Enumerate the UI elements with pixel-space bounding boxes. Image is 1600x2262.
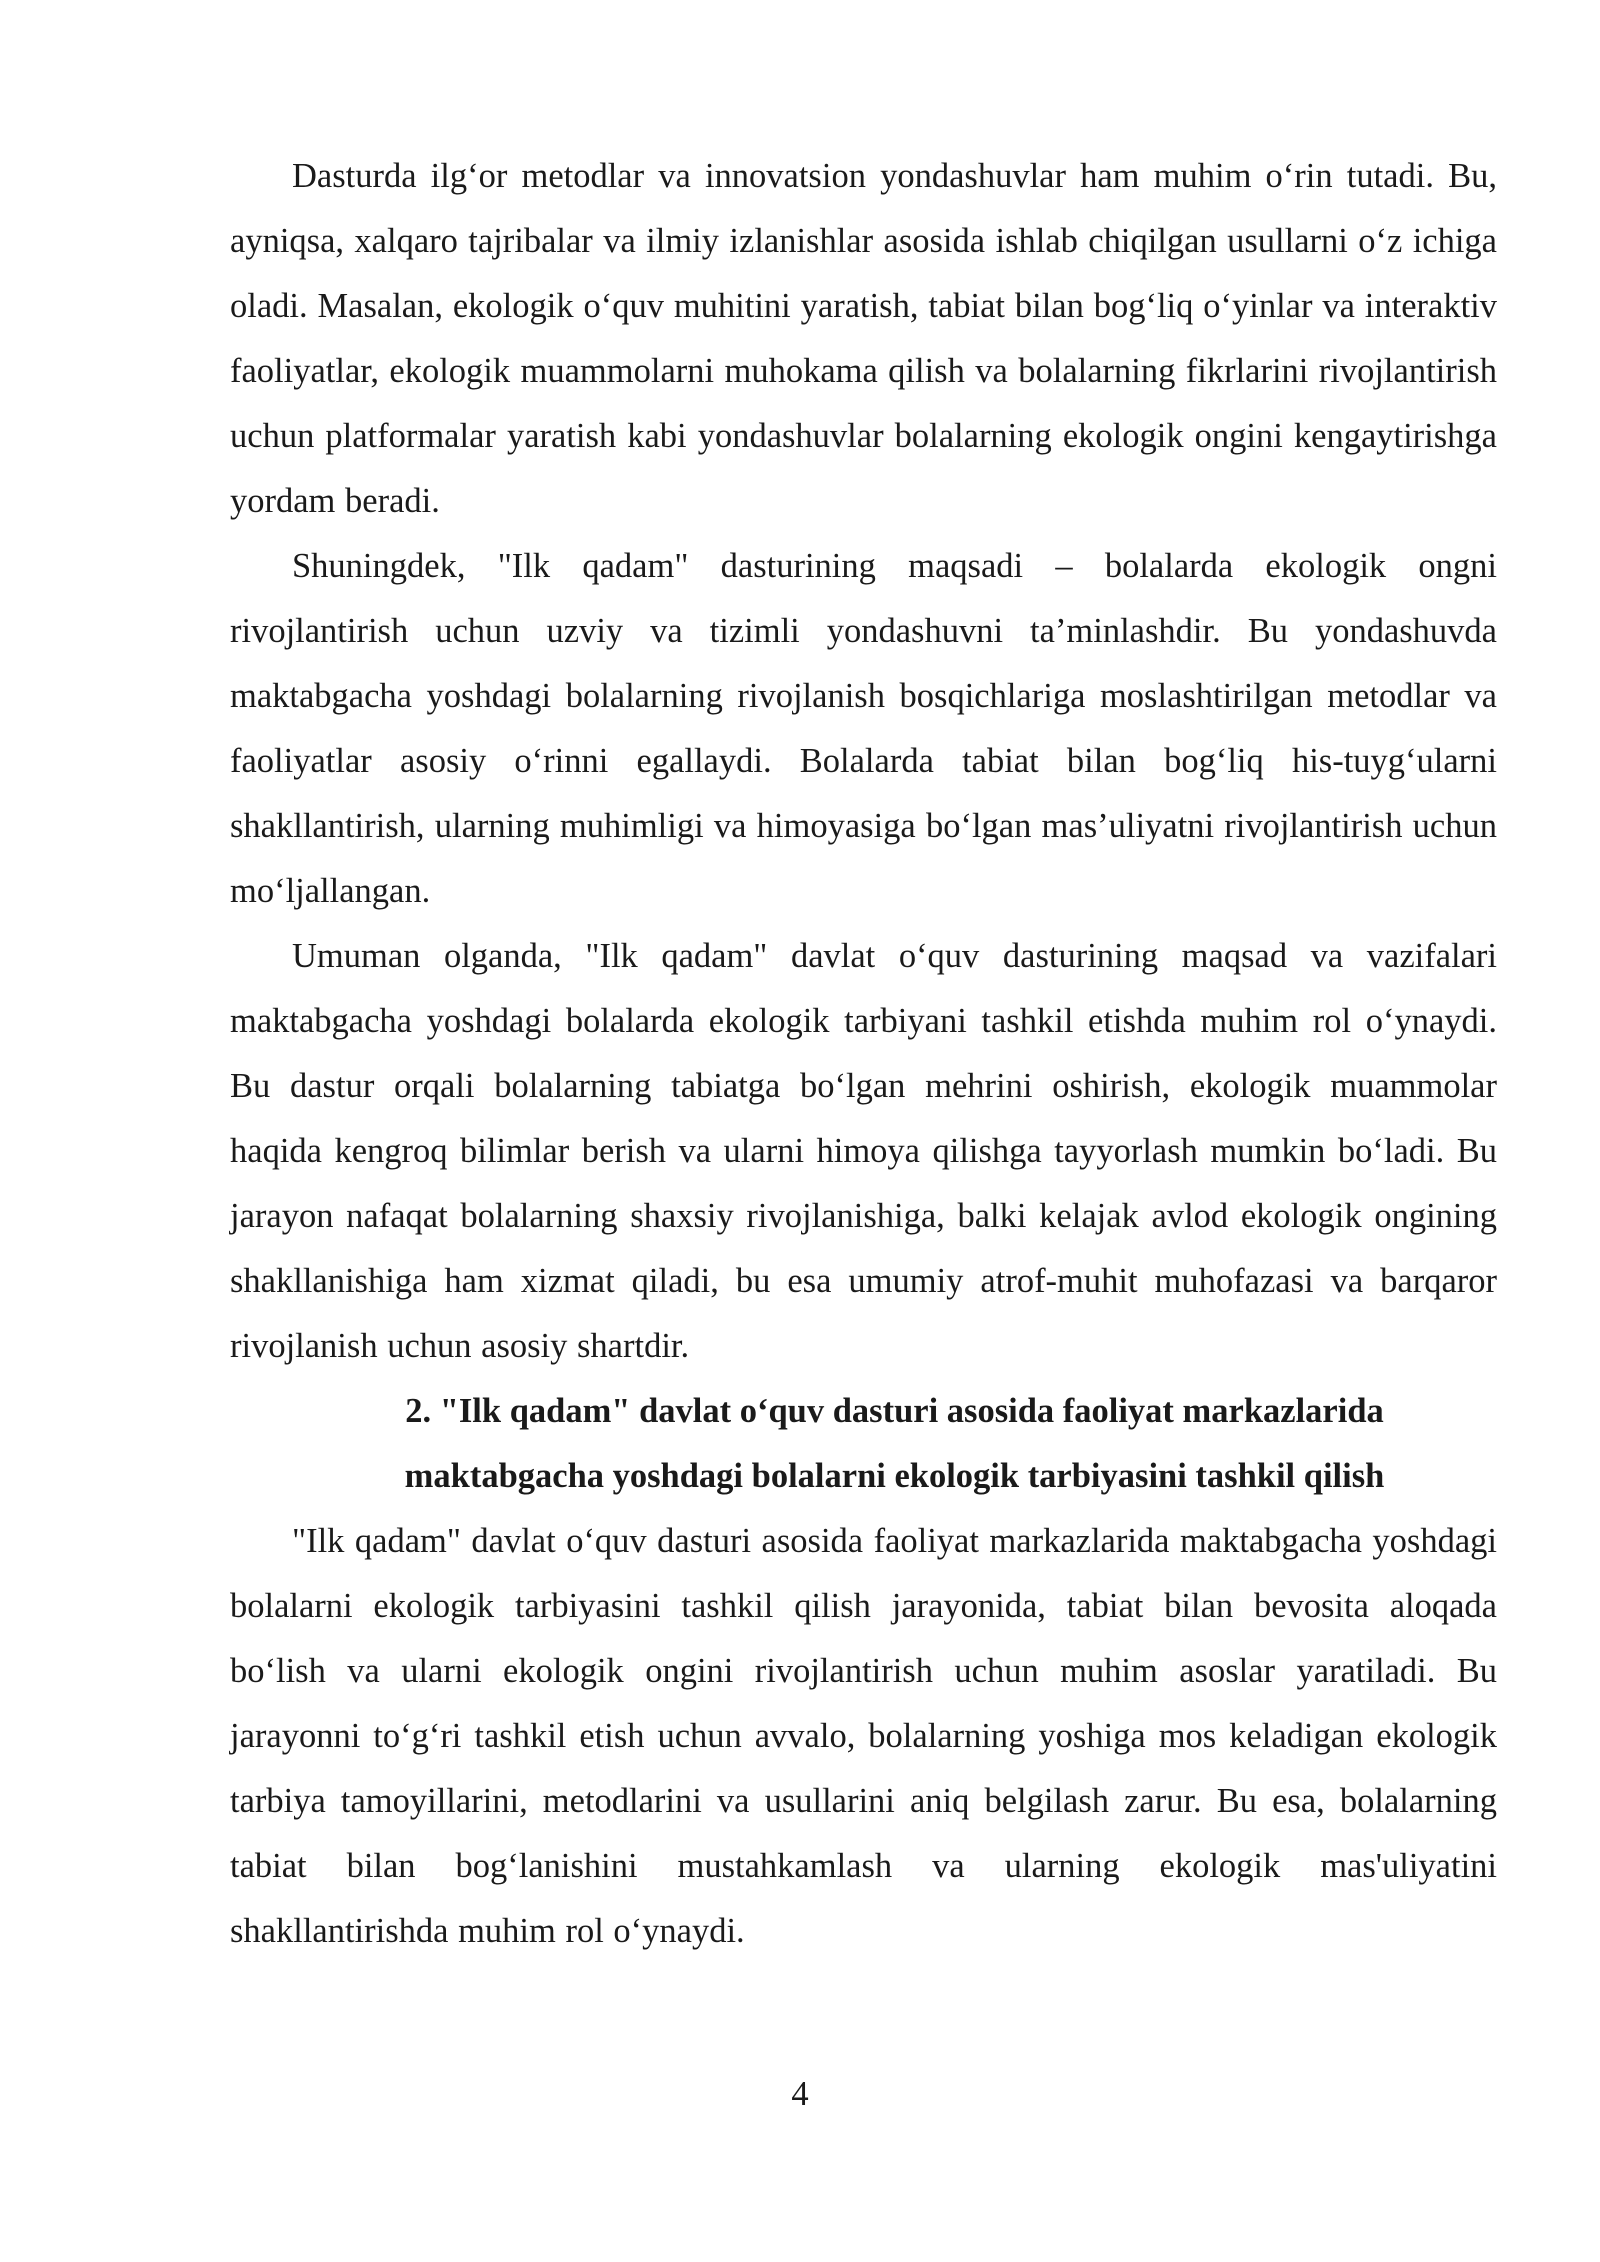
paragraph-innovative-methods: Dasturda ilg‘or metodlar va innovatsion yondashuvlar ham muhim o‘rin tutadi. Bu, ayniqsa, xalqaro tajribalar va ilmiy izlanishlar asosida ishlab chiqilgan usullarni o‘z ichiga oladi. Masalan, ekologik o‘quv muhitini yaratish, tabiat bilan bog‘liq o‘yinlar va interaktiv faoliyatlar, ekologik muammolarni muhokama qilish va bolalarning fikrlarini rivojlantirish uchun platformalar yaratish kabi yondashuvlar bolalarning ekologik ongini kengaytirishga yordam beradi. [230, 157, 1497, 520]
page-content [230, 144, 1497, 1964]
paragraph-program-goal: Shuningdek, "Ilk qadam" dasturining maqsadi – bolalarda ekologik ongni rivojlantirish uchun uzviy va tizimli yondashuvni ta’minlashdir. Bu yondashuvda maktabgacha yoshdagi bolalarning rivojlanish bosqichlariga moslashtirilgan metodlar va faoliyatlar asosiy o‘rinni egallaydi. Bolalarda tabiat bilan bog‘liq his-tuyg‘ularni shakllantirish, ularning muhimligi va himoyasiga bo‘lgan mas’uliyatni rivojlantirish uchun mo‘ljallangan. [230, 547, 1497, 910]
paragraph-section-intro: "Ilk qadam" davlat o‘quv dasturi asosida faoliyat markazlarida maktabgacha yoshdagi bolalarni ekologik tarbiyasini tashkil qilish jarayonida, tabiat bilan bevosita aloqada bo‘lish va ularni ekologik ongini rivojlantirish uchun muhim asoslar yaratiladi. Bu jarayonni to‘g‘ri tashkil etish uchun avvalo, bolalarning yoshiga mos keladigan ekologik tarbiya tamoyillarini, metodlarini va usullarini aniq belgilash zarur. Bu esa, bolalarning tabiat bilan bog‘lanishini mustahkamlash va ularning ekologik mas'uliyatini shakllantirishda muhim rol o‘ynaydi. [230, 1522, 1497, 1950]
section-heading-line-2: maktabgacha yoshdagi bolalarni ekologik tarbiyasini tashkil qilish [404, 1457, 1385, 1495]
page-number: 4 [791, 2075, 809, 2113]
paragraph-summary: Umuman olganda, "Ilk qadam" davlat o‘quv dasturining maqsad va vazifalari maktabgacha yoshdagi bolalarda ekologik tarbiyani tashkil etishda muhim rol o‘ynaydi. Bu dastur orqali bolalarning tabiatga bo‘lgan mehrini oshirish, ekologik muammolar haqida kengroq bilimlar berish va ularni himoya qilishga tayyorlash mumkin bo‘ladi. Bu jarayon nafaqat bolalarning shaxsiy rivojlanishiga, balki kelajak avlod ekologik ongining shakllanishiga ham xizmat qiladi, bu esa umumiy atrof-muhit muhofazasi va barqaror rivojlanish uchun asosiy shartdir. [230, 937, 1497, 1365]
section-heading-line-1: 2. "Ilk qadam" davlat o‘quv dasturi asosida faoliyat markazlarida [405, 1392, 1384, 1430]
section-heading [230, 1379, 1497, 1509]
